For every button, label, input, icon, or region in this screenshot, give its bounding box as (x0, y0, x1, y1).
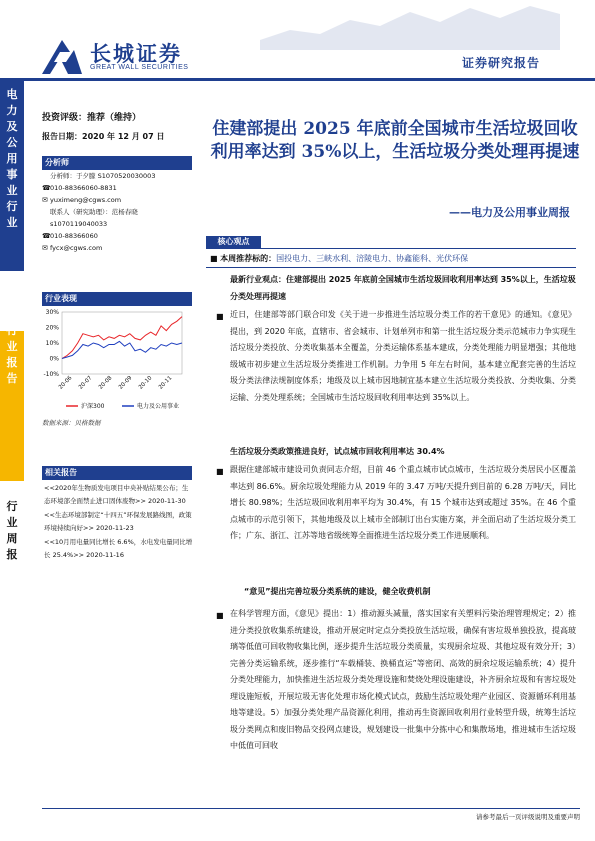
x-tick-label: 20-07 (77, 375, 94, 391)
related-report-link[interactable]: <<生态环境部制定“十四五”环保发展路线图，政策环境持续向好>> 2020-11-23 (44, 511, 192, 532)
logo-icon (40, 38, 84, 76)
y-tick-label: 20% (45, 324, 59, 332)
contact-list (42, 170, 192, 254)
x-tick-label: 20-06 (57, 375, 74, 391)
email-icon: ✉ (42, 244, 48, 252)
phone-icon: ☎ (42, 232, 51, 240)
logo-en-text: GREAT WALL SECURITIES (90, 64, 189, 71)
x-tick-label: 20-09 (117, 375, 134, 391)
page-header (0, 0, 595, 84)
section-heading-1: 生活垃圾分类政策推进良好，试点城市回收利用率达 30.4% (230, 447, 445, 456)
header-rule (0, 78, 595, 81)
report-type: 证券研究报告 (462, 56, 541, 70)
report-title: 住建部提出 2025 年底前全国城市生活垃圾回收利用率达到 35%以上，生活垃圾分类处理再提速 (210, 119, 580, 162)
x-tick-label: 20-08 (97, 375, 114, 391)
legend-label: 沪深300 (81, 403, 105, 410)
contact-line: ☎010-88366060 (42, 232, 98, 240)
square-bullet-icon: ■ (216, 611, 224, 620)
industry-performance-chart (32, 306, 196, 416)
section-heading-2: “意见”提出完善垃圾分类系统的建设，健全收费机制 (244, 587, 431, 596)
related-report-link[interactable]: <<2020年生物质发电项目中央补贴结果公布；生态环境部全面禁止进口固体废物>> 2020-11-30 (44, 484, 189, 505)
paragraph-2: 跟据住建部城市建设司负责同志介绍，目前 46 个重点城市试点城市，生活垃圾分类居民小区覆盖率达到 86.6%。厨余垃圾处理能力从 2019 年的 3.47 万吨/天提升到目前的 6.28 万吨/天，同比增长 80.98%；生活垃圾回收利用率平均为 30.4%，有 15 个城市达到或超过 35%。在 46 个重点城市的示范引领下，其他地级及以上城市全部制订出台实施方案，并全面启动了生活垃圾分类工作；广东、浙江、江苏等地省级统筹全面推进生活垃圾分类工作进展顺利。 (230, 465, 576, 540)
recommendation-label: 本周推荐标的： (220, 254, 277, 263)
footer-disclaimer: 请参考最后一页评级说明及重要声明 (476, 813, 580, 821)
x-tick-label: 20-11 (157, 375, 174, 391)
sidebar-industry-label: 电力及公用事业行业 (6, 88, 18, 229)
related-report-link[interactable]: <<10月用电量同比增长 6.6%，水电发电量同比增长 25.4%>> 2020-11-16 (44, 538, 193, 559)
contact-line[interactable]: ✉ fycx@cgws.com (42, 244, 103, 252)
y-tick-label: -10% (43, 371, 59, 378)
related-reports-heading: 相关报告 (42, 466, 192, 480)
phone-icon: ☎ (42, 184, 51, 192)
series-line (62, 341, 182, 358)
side-bar (0, 81, 24, 841)
recommendation-stocks: 国投电力、三峡水利、涪陵电力、协鑫能科、光伏环保 (276, 254, 469, 263)
sidebar-weekly-label: 行业周报 (6, 500, 18, 561)
related-reports-list (44, 482, 194, 563)
paragraph-3: 在科学管理方面，《意见》提出：1）推动源头减量，落实国家有关塑料污染治理管理规定；2）推进分类投放收集系统建设，推动开展定时定点分类投放生活垃圾，确保有害垃圾单独投放，提高玻璃等低值可回收物收集比例，逐步提升生活垃圾分类质量，实现厨余垃圾、其他垃圾有效分开；3）完善分类运输系统，逐步推行“车载桶装、换桶直运”等密闭、高效的厨余垃圾运输系统；4）提升分类处理能力，加快推进生活垃圾分类处理设施和焚烧处理设施建设，补齐厨余垃圾和有害垃圾处理设施短板，开展垃圾无害化处理市场化模式试点，鼓励生活垃圾处理产业园区、资源循环利用基地等建设。5）加强分类处理产品资源化利用，推动再生资源回收利用行业转型升级，统筹生活垃圾分类网点和废旧物品交投网点建设，规划建设一批集中分拣中心和集散场地，推进城市生活垃圾中低值可回收 (230, 609, 576, 750)
y-tick-label: 0% (49, 355, 59, 363)
contact-line: 联系人（研究助理）：范杨春晓 (50, 208, 138, 216)
contact-line: ☎010-88366060-8831 (42, 184, 117, 192)
legend-label: 电力及公用事业 (137, 403, 180, 410)
report-date: 报告日期：2020 年 12 月 07 日 (42, 132, 165, 141)
y-tick-label: 30% (45, 309, 59, 316)
y-tick-label: 10% (45, 340, 59, 347)
paragraph-1: 近日，住建部等部门联合印发《关于进一步推进生活垃圾分类工作的若干意见》的通知。《意见》提出，到 2020 年底，直辖市、省会城市、计划单列市和第一批生活垃圾分类示范城市力争实现生活垃圾分类投放、分类收集基本全覆盖，分类运输体系基本建成，分类处理能力明显增强；其他地级城市初步建立生活垃圾分类推进工作机制。力争用 5 年左右时间，基本建立配套完善的生活垃圾分类法律法规制度体系；地级及以上城市因地制宜基本建立生活垃圾分类投放、分类收集、分类运输、分类处理系统；全国城市生活垃圾回收利用率达到 35%以上。 (230, 310, 576, 402)
square-bullet-icon: ■ (216, 467, 224, 476)
chart-source: 数据来源：贝格数据 (42, 419, 101, 427)
square-bullet-icon: ■ (216, 312, 224, 321)
contact-line: s1070119040033 (50, 220, 108, 228)
report-subtitle: ——电力及公用事业周报 (449, 206, 570, 219)
recommendation-line (210, 252, 580, 265)
series-line (62, 317, 182, 359)
contact-line[interactable]: ✉ yuximeng@cgws.com (42, 196, 122, 204)
industry-performance-heading: 行业表现 (42, 292, 192, 306)
great-wall-watermark (260, 0, 560, 50)
core-views-heading: 核心观点 (206, 236, 261, 248)
email-icon: ✉ (42, 196, 48, 204)
company-logo (40, 36, 240, 78)
analysts-heading: 分析师 (42, 156, 192, 170)
logo-cn-text: 长城证券 (90, 42, 182, 66)
sidebar-report-label: 行业报告 (6, 324, 18, 385)
square-bullet-icon: ■ (210, 254, 221, 263)
plot-frame (62, 312, 182, 374)
x-tick-label: 20-10 (137, 375, 154, 391)
left-column (42, 110, 192, 254)
latest-view: 最新行业观点：住建部提出 2025 年底前全国城市生活垃圾回收利用率达到 35%以上，生活垃圾分类处理再提速 (230, 275, 576, 301)
investment-rating: 投资评级：推荐（维持） (42, 113, 142, 123)
contact-line: 分析师：于夕朦 S1070520030003 (50, 172, 156, 180)
core-rule-bottom (206, 267, 576, 268)
footer-rule (42, 808, 580, 809)
core-rule (206, 248, 576, 249)
